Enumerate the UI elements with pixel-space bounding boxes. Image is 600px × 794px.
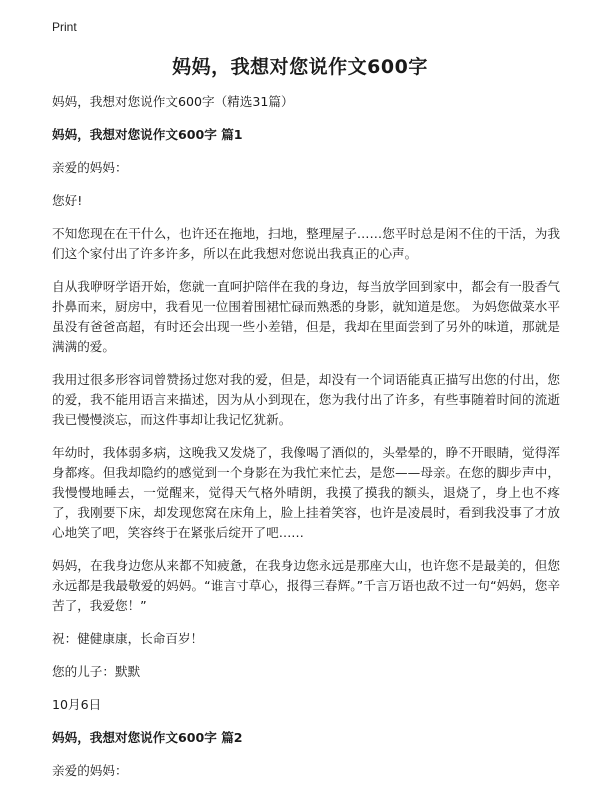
letter-date: 10月6日 [52,697,102,712]
closing-wish: 祝：健健康康，长命百岁！ [52,631,204,646]
page-title: 妈妈，我想对您说作文600字 [172,56,428,78]
section-heading-2: 妈妈，我想对您说作文600字 篇2 [52,730,243,745]
print-link[interactable]: Print [52,20,77,34]
salutation: 亲爱的妈妈： [52,763,128,778]
body-paragraph: 年幼时，我体弱多病，这晚我又发烧了，我像喝了酒似的，头晕晕的，睁不开眼睛，觉得浑身都疼。但我却隐约的感觉到一个身影在为我忙来忙去，是您——母亲。在您的脚步声中，我慢慢地睡去，一觉醒来，觉得天气格外晴朗，我摸了摸我的额头，退烧了，身上也不疼了，我刚要下床，却发现您窝在床角上，脸上挂着笑容，也许是凌晨时，看到我没事了才放心地笑了吧，笑容终于在紧张后绽开了吧…… [52,445,560,540]
body-paragraph: 不知您现在在干什么，也许还在拖地，扫地，整理屋子……您平时总是闲不住的干活，为我们这个家付出了许多许多，所以在此我想对您说出我真正的心声。 [52,226,560,261]
article-body [52,92,560,794]
body-paragraph: 自从我咿呀学语开始，您就一直呵护陪伴在我的身边，每当放学回到家中，都会有一股香气扑鼻而来，厨房中，我看见一位围着围裙忙碌而熟悉的身影，就知道是您。 为妈您做菜水平虽没有爸爸高超，有时还会出现一些小差错，但是，我却在里面尝到了另外的味道，那就是满满的爱。 [52,279,560,354]
body-paragraph: 妈妈，在我身边您从来都不知疲惫，在我身边您永远是那座大山，也许您不是最美的，但您永远都是我最敬爱的妈妈。“谁言寸草心，报得三春辉。”千言万语也敌不过一句“妈妈，您辛苦了，我爱您！” [52,558,560,613]
signature: 您的儿子：默默 [52,664,141,679]
salutation: 亲爱的妈妈： [52,160,128,175]
body-paragraph: 我用过很多形容词曾赞扬过您对我的爱，但是，却没有一个词语能真正描写出您的付出，您的爱，我不能用语言来描述，因为从小到现在，您为我付出了许多，有些事随着时间的流逝我已慢慢淡忘，而这件事却让我记忆犹新。 [52,372,560,427]
article-subtitle: 妈妈，我想对您说作文600字（精选31篇） [52,94,294,109]
section-heading-1: 妈妈，我想对您说作文600字 篇1 [52,127,243,142]
greeting: 您好! [52,193,83,208]
